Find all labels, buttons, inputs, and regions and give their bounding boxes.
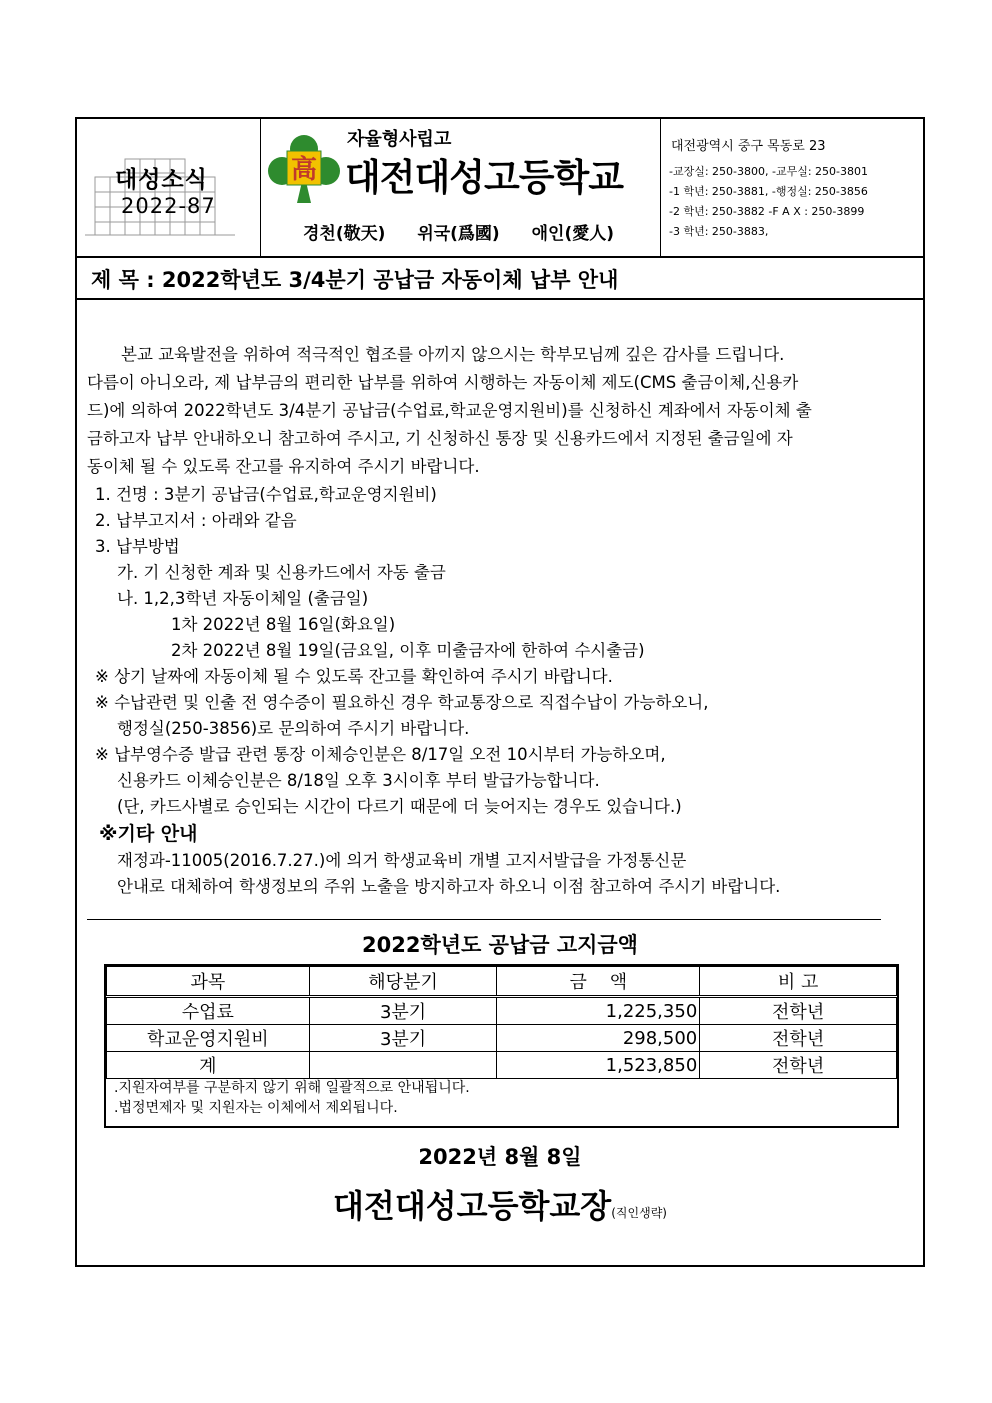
- note-receipt-delay: (단, 카드사별로 승인되는 시간이 다르기 때문에 더 늦어지는 경우도 있습니다.): [117, 797, 682, 816]
- header-quarter: 해당분기: [309, 967, 497, 997]
- school-address: 대전광역시 중구 목동로 23: [671, 139, 826, 154]
- emblem-char: 高: [290, 155, 318, 185]
- table-row: [107, 997, 897, 1025]
- header-amount: 금 액: [497, 967, 700, 997]
- note-balance: ※ 상기 날짜에 자동이체 될 수 있도록 잔고를 확인하여 주시기 바랍니다.: [95, 667, 613, 686]
- item-method-a: 가. 기 신청한 계좌 및 신용카드에서 자동 출금: [117, 563, 446, 582]
- withdrawal-date-2: 2차 2022년 8월 19일(금요일, 이후 미출금자에 한하여 수시출금): [171, 641, 645, 660]
- seal-note: (직인생략): [611, 1206, 667, 1220]
- cell-remarks: 전학년: [700, 997, 897, 1025]
- cell-subject: 수업료: [107, 997, 310, 1025]
- note-direct-payment: ※ 수납관련 및 인출 전 영수증이 필요하신 경우 학교통장으로 직접수납이 가능하오니,: [95, 693, 709, 712]
- intro-line: 동이체 될 수 있도록 잔고를 유지하여 주시기 바랍니다.: [87, 457, 480, 476]
- phone-line-2: -1 학년: 250-3881, -행정실: 250-3856: [669, 185, 868, 198]
- newsletter-title: 대성소식: [115, 167, 208, 193]
- intro-line: 드)에 의하여 2022학년도 3/4분기 공납금(수업료,학교운영지원비)를 신청하신 계좌에서 자동이체 출: [87, 401, 812, 420]
- school-cell: [261, 119, 661, 256]
- other-notice-line-1: 재정과-11005(2016.7.27.)에 의거 학생교육비 개별 고지서발급을 가정통신문: [117, 851, 687, 870]
- item-method: 3. 납부방법: [95, 537, 180, 556]
- cell-amount: 298,500: [497, 1025, 700, 1052]
- fee-table: [106, 966, 897, 1079]
- phone-line-4: -3 학년: 250-3883,: [669, 225, 769, 238]
- note-receipt-card: 신용카드 이체승인분은 8/18일 오후 3시이후 부터 발급가능합니다.: [117, 771, 600, 790]
- subject-title: 제 목 : 2022학년도 3/4분기 공납금 자동이체 납부 안내: [91, 268, 619, 292]
- cell-remarks: 전학년: [700, 1025, 897, 1052]
- motto-2: 위국(爲國): [417, 224, 500, 244]
- other-notice-heading: ※기타 안내: [99, 823, 198, 845]
- phone-line-3: -2 학년: 250-3882 -F A X : 250-3899: [669, 205, 865, 218]
- table-row-total: [107, 1052, 897, 1079]
- principal-title: 대전대성고등학교장: [333, 1187, 612, 1225]
- subject-bar: [77, 256, 923, 300]
- intro-line: 본교 교육발전을 위하여 적극적인 협조를 아끼지 않으시는 학부모님께 깊은 감사를 드립니다.: [121, 345, 785, 364]
- header-remarks: 비 고: [700, 967, 897, 997]
- fee-table-header: [107, 967, 897, 997]
- table-row: [107, 1025, 897, 1052]
- note-receipt: ※ 납부영수증 발급 관련 통장 이체승인분은 8/17일 오전 10시부터 가능하오며,: [95, 745, 666, 764]
- item-notice: 2. 납부고지서 : 아래와 같음: [95, 511, 297, 530]
- phone-line-1: -교장실: 250-3800, -교무실: 250-3801: [669, 165, 869, 178]
- intro-line: 다름이 아니오라, 제 납부금의 편리한 납부를 위하여 시행하는 자동이체 제도(CMS 출금이체,신용카: [87, 373, 799, 392]
- school-type: 자율형사립고: [347, 129, 452, 150]
- school-name: 대전대성고등학교: [345, 156, 623, 199]
- cell-remarks: 전학년: [700, 1052, 897, 1079]
- principal-signature-block: [77, 1181, 923, 1227]
- fee-table-notes: [114, 1078, 470, 1118]
- fee-note-1: .지원자여부를 구분하지 않기 위해 일괄적으로 안내됩니다.: [114, 1080, 470, 1096]
- newsletter-cell: [77, 119, 261, 256]
- note-direct-payment-contact: 행정실(250-3856)로 문의하여 주시기 바랍니다.: [117, 719, 470, 738]
- document-frame: [75, 117, 925, 1267]
- item-subject: 1. 건명 : 3분기 공납금(수업료,학교운영지원비): [95, 485, 437, 504]
- issue-date: 2022년 8월 8일: [418, 1145, 582, 1169]
- cell-subject: 계: [107, 1052, 310, 1079]
- fee-table-box: [104, 964, 899, 1128]
- other-notice-line-2: 안내로 대체하여 학생정보의 주위 노출을 방지하고자 하오니 이점 참고하여 주시기 바랍니다.: [117, 877, 781, 896]
- fee-table-title: 2022학년도 공납금 고지금액: [362, 933, 638, 957]
- cell-quarter: [309, 1052, 497, 1079]
- school-emblem-icon: [265, 133, 343, 205]
- cell-amount: 1,523,850: [497, 1052, 700, 1079]
- motto-3: 애인(愛人): [531, 224, 615, 244]
- cell-quarter: 3분기: [309, 1025, 497, 1052]
- cell-subject: 학교운영지원비: [107, 1025, 310, 1052]
- cell-amount: 1,225,350: [497, 997, 700, 1025]
- header-subject: 과목: [107, 967, 310, 997]
- item-method-b: 나. 1,2,3학년 자동이체일 (출금일): [117, 589, 369, 608]
- fee-note-2: .법정면제자 및 지원자는 이체에서 제외됩니다.: [114, 1100, 398, 1116]
- section-divider: [87, 919, 881, 920]
- letterhead: [77, 119, 923, 258]
- contact-cell: [661, 119, 923, 256]
- intro-line: 금하고자 납부 안내하오니 참고하여 주시고, 기 신청하신 통장 및 신용카드에서 지정된 출금일에 자: [87, 429, 793, 448]
- school-mottos: [303, 219, 640, 244]
- motto-1: 경천(敬天): [303, 224, 386, 244]
- cell-quarter: 3분기: [309, 997, 497, 1025]
- newsletter-number: 2022-87: [121, 194, 216, 218]
- withdrawal-date-1: 1차 2022년 8월 16일(화요일): [171, 615, 396, 634]
